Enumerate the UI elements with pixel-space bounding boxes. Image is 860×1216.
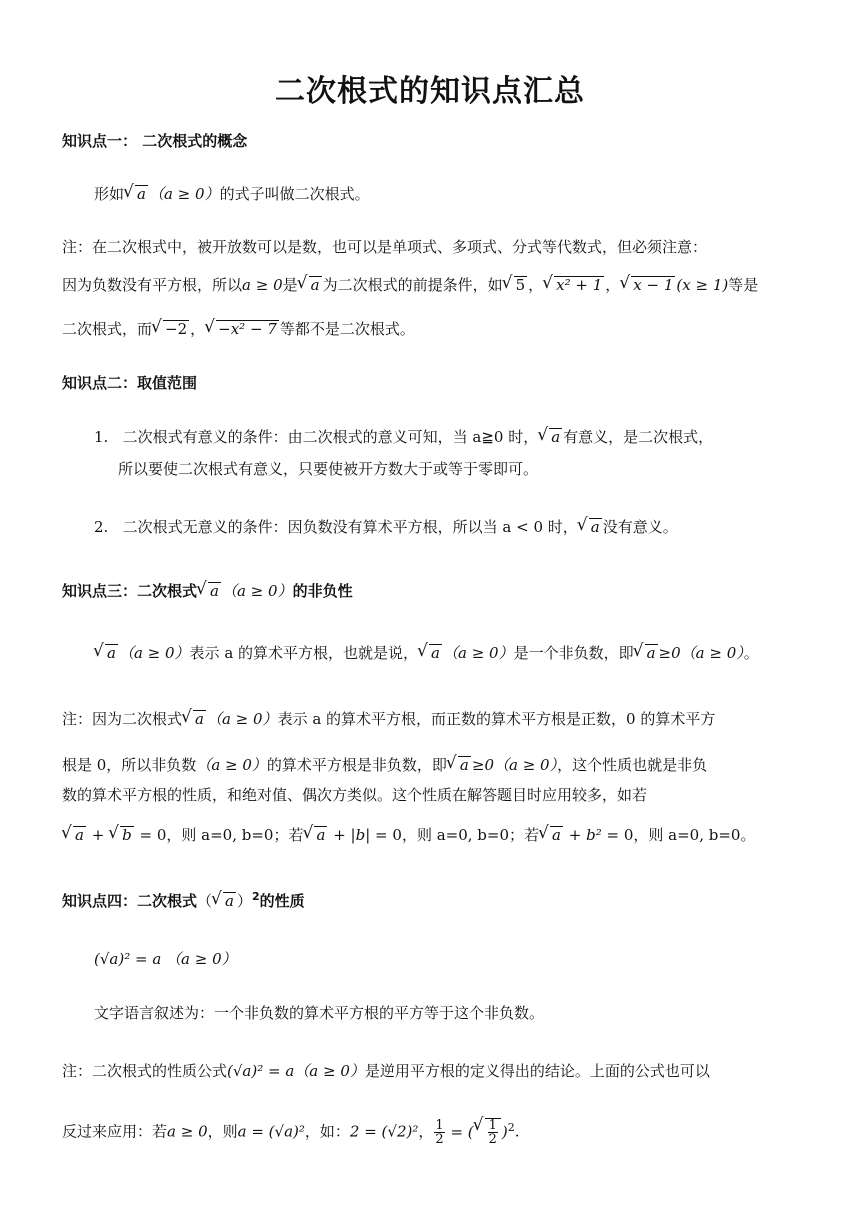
- condition-formula: （a ≥ 0）: [148, 185, 220, 203]
- sqrt-abs-formula: √ a + |b| = 0: [303, 826, 401, 844]
- sqrt-a-formula: √ a: [418, 644, 443, 662]
- paren-squared-formula: (√a)² = a: [227, 1062, 295, 1080]
- definition-suffix: 的式子叫做二次根式。: [219, 185, 370, 203]
- condition-formula: a ≥ 0: [167, 1122, 208, 1141]
- sqrt-neg-2-formula: √ −2: [152, 320, 190, 338]
- list-item-2: 2. 二次根式无意义的条件：因负数没有算术平方根，所以当 a < 0 时，√ a 没有意义。: [94, 518, 678, 536]
- list-number: 1.: [94, 428, 109, 446]
- section-3-heading: 知识点三：二次根式√ a （a ≥ 0）的非负性: [62, 580, 353, 601]
- condition-formula: （a ≥ 0）: [294, 1062, 365, 1080]
- list-item-1-continued: 所以要使二次根式有意义，只要使被开方数大于或等于零即可。: [118, 460, 539, 478]
- half-equals-formula: $\frac{1}{2}$ = ( √ $\frac{1}{2}$ )$^2$: [433, 1123, 514, 1141]
- nonneg-note-1: 注：因为二次根式√ a （a ≥ 0）表示 a 的算术平方根，而正数的算术平方根是正数，0 的算术平方: [62, 710, 715, 728]
- property-note-1: 注：二次根式的性质公式(√a)² = a（a ≥ 0）是逆用平方根的定义得出的结论。上面的公式也可以: [62, 1062, 710, 1080]
- note-line-3: 二次根式，而√ −2 ，√ −x² − 7 等都不是二次根式。: [62, 320, 415, 338]
- section-4-heading: 知识点四：二次根式（√ a ）$^2$的性质: [62, 890, 305, 911]
- nonneg-line: √ a （a ≥ 0）表示 a 的算术平方根，也就是说，√ a （a ≥ 0）是一个非负数，即√ a ≥0（a ≥ 0）。: [94, 644, 759, 662]
- condition-formula: （a ≥ 0）: [166, 950, 237, 968]
- condition-formula: （a ≥ 0）: [221, 582, 293, 600]
- property-description: 文字语言叙述为：一个非负数的算术平方根的平方等于这个非负数。: [94, 1004, 545, 1022]
- sqrt-a-formula: √ a: [197, 582, 222, 600]
- sqrt-b-squared-formula: √ a + b² = 0: [539, 826, 633, 844]
- sqrt-x2-plus-1-formula: √ x² + 1: [543, 276, 605, 294]
- note-line-2: 因为负数没有平方根，所以a ≥ 0是√ a 为二次根式的前提条件，如√ 5 ，√ x² + 1 ，√ x − 1 (x ≥ 1)等是: [62, 276, 758, 294]
- definition-prefix: 形如: [94, 185, 125, 203]
- sqrt-a-formula: √ a: [298, 276, 323, 294]
- a-equals-formula: a = (√a)²: [237, 1122, 305, 1141]
- square-property-formula: [94, 950, 237, 968]
- sqrt-a-formula: √ a: [538, 428, 563, 446]
- sqrt-a-formula: √ a: [578, 518, 603, 536]
- nonneg-note-4: √ a + √ b = 0，则 a=0, b=0；若√ a + |b| = 0，则 a=0, b=0；若√ a + b² = 0，则 a=0, b=0。: [62, 826, 755, 844]
- page-title: 二次根式的知识点汇总: [275, 74, 585, 109]
- sqrt-neg-x2-formula: √ −x² − 7: [205, 320, 280, 338]
- sqrt-sum-formula: √ a + √ b = 0: [62, 826, 166, 844]
- note-line-1: 注：在二次根式中，被开放数可以是数，也可以是单项式、多项式、分式等代数式，但必须注意：: [62, 238, 708, 256]
- sqrt-x-minus-1-formula: √ x − 1 (x ≥ 1): [620, 276, 728, 294]
- sqrt-5-formula: √ 5: [503, 276, 529, 294]
- sqrt-a-formula: √ a: [124, 185, 149, 203]
- list-number: 2.: [94, 518, 109, 536]
- nonneg-note-3: 数的算术平方根的性质，和绝对值、偶次方类似。这个性质在解答题目时应用较多，如若: [62, 786, 648, 804]
- two-equals-formula: 2 = (√2)²: [349, 1122, 419, 1141]
- sqrt-a-formula: √ a: [182, 710, 207, 728]
- property-note-2: 反过来应用：若a ≥ 0，则a = (√a)²，如：2 = (√2)²， $\frac{1}{2}$ = ( √ $\frac{1}{2}$ )$^2$.: [62, 1118, 520, 1146]
- sqrt-a-formula: √ a: [634, 644, 659, 662]
- list-item-1: 1. 二次根式有意义的条件：由二次根式的意义可知，当 a≧0 时，√ a 有意义，是二次根式，: [94, 428, 713, 446]
- section-1-heading: 知识点一： 二次根式的概念: [62, 132, 248, 150]
- section-2-heading: 知识点二：取值范围: [62, 374, 198, 392]
- condition-formula: a ≥ 0: [242, 276, 283, 294]
- paren-squared-formula: (√a)² = a: [94, 950, 162, 968]
- sqrt-a-formula: √ a: [212, 892, 237, 910]
- nonneg-note-2: 根是 0，所以非负数（a ≥ 0）的算术平方根是非负数，即√ a ≥0（a ≥ 0），这个性质也就是非负: [62, 756, 707, 774]
- sqrt-a-formula: √ a: [447, 756, 472, 774]
- sqrt-a-formula: √ a: [94, 644, 119, 662]
- definition-line: [94, 185, 370, 203]
